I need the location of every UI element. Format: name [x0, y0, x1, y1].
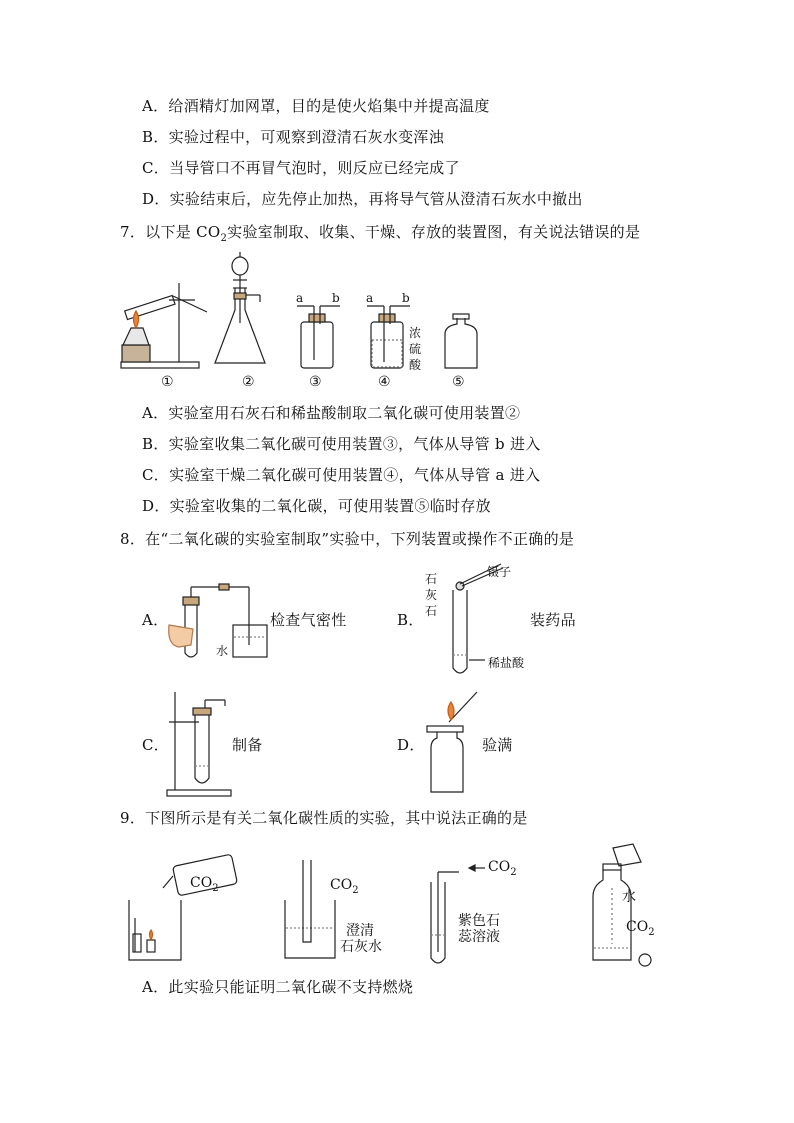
q7-stem-post: 实验室制取、收集、干燥、存放的装置图，有关说法错误的是 [227, 223, 641, 241]
q8-a-water-label: 水 [216, 644, 229, 658]
q9-figure [125, 840, 665, 975]
q9-limewater-label-1: 澄清 [346, 923, 374, 939]
q7-stem-sub: 2 [220, 233, 228, 244]
acid-label-1: 浓 [409, 326, 422, 340]
q8-c-caption: 制备 [232, 736, 263, 754]
q9-co2-label-3 [488, 858, 517, 882]
bottle4-a-label: a [366, 291, 374, 305]
q8-d-caption: 验满 [482, 736, 513, 754]
q7-option-c: C．实验室干燥二氧化碳可使用装置④，气体从导管 a 进入 [142, 466, 541, 484]
q8-b-stone-1: 石 [425, 572, 438, 586]
q7-option-a: A．实验室用石灰石和稀盐酸制取二氧化碳可使用装置② [142, 404, 521, 422]
apparatus-label-1: ① [161, 374, 174, 390]
q8-c-figure [165, 690, 235, 800]
q9-candle-beaker [129, 854, 237, 960]
q6-option-b: B．实验过程中，可观察到澄清石灰水变浑浊 [142, 128, 445, 146]
apparatus-2-flask [215, 252, 265, 363]
q9-co2-sub-4: 2 [648, 926, 655, 938]
apparatus-label-5: ⑤ [452, 374, 465, 390]
q9-co2-3: CO [488, 859, 511, 875]
q7-apparatus-figure [115, 248, 495, 388]
acid-label-2: 硫 [409, 342, 422, 356]
q6-option-d: D．实验结束后，应先停止加热，再将导气管从澄清石灰水中撤出 [142, 190, 583, 208]
q9-co2-4: CO [626, 919, 649, 935]
q7-stem-pre: 7．以下是 CO [120, 223, 221, 241]
apparatus-label-4: ④ [378, 374, 391, 390]
q7-option-b: B．实验室收集二氧化碳可使用装置③，气体从导管 b 进入 [142, 435, 541, 453]
q8-b-tweezers-label: 镊子 [487, 565, 512, 579]
q9-co2-1: CO [190, 875, 213, 891]
q8-stem: 8．在“二氧化碳的实验室制取”实验中，下列装置或操作不正确的是 [120, 530, 575, 548]
apparatus-1-heating [121, 283, 207, 368]
q8-a-caption: 检查气密性 [270, 611, 347, 629]
bottle3-b-label: b [332, 291, 340, 305]
apparatus-4-bottle [367, 306, 410, 368]
q8-a-letter: A． [142, 611, 169, 629]
apparatus-label-3: ③ [309, 374, 322, 390]
q8-b-acid-label: 稀盐酸 [488, 656, 525, 670]
q8-b-stone-2: 灰 [425, 588, 438, 602]
q8-c-letter: C． [142, 736, 170, 754]
apparatus-label-2: ② [242, 374, 255, 390]
q9-litmus-label-1: 紫色石 [458, 913, 500, 929]
bottle4-b-label: b [402, 291, 410, 305]
q9-co2-sub-1: 2 [212, 882, 219, 894]
q9-co2-2: CO [330, 877, 353, 893]
q9-co2-sub-2: 2 [352, 884, 359, 896]
q8-b-caption: 装药品 [530, 611, 576, 629]
q9-litmus-label-2: 蕊溶液 [458, 929, 500, 945]
q9-limewater-label-2: 石灰水 [340, 939, 382, 955]
bottle3-a-label: a [296, 291, 304, 305]
q8-b-letter: B． [397, 611, 424, 629]
q9-co2-label-4 [626, 918, 655, 942]
acid-label-3: 酸 [409, 358, 422, 372]
q9-option-a: A．此实验只能证明二氧化碳不支持燃烧 [142, 978, 414, 996]
q7-option-d: D．实验室收集的二氧化碳，可使用装置⑤临时存放 [142, 497, 491, 515]
q6-option-c: C．当导管口不再冒气泡时，则反应已经完成了 [142, 159, 460, 177]
q9-co2-sub-3: 2 [510, 866, 517, 878]
apparatus-3-bottle [297, 306, 340, 368]
q9-stem: 9．下图所示是有关二氧化碳性质的实验，其中说法正确的是 [120, 809, 528, 827]
apparatus-5-bottle [445, 314, 477, 368]
q8-d-letter: D． [397, 736, 425, 754]
q9-water-label: 水 [622, 889, 636, 905]
q9-limewater-beaker [285, 860, 335, 958]
q9-co2-label-2 [330, 876, 359, 900]
q9-co2-label-1 [190, 874, 219, 898]
q6-option-a: A．给酒精灯加网罩，目的是使火焰集中并提高温度 [142, 97, 490, 115]
q7-stem [120, 222, 640, 249]
q8-b-stone-3: 石 [425, 604, 438, 618]
